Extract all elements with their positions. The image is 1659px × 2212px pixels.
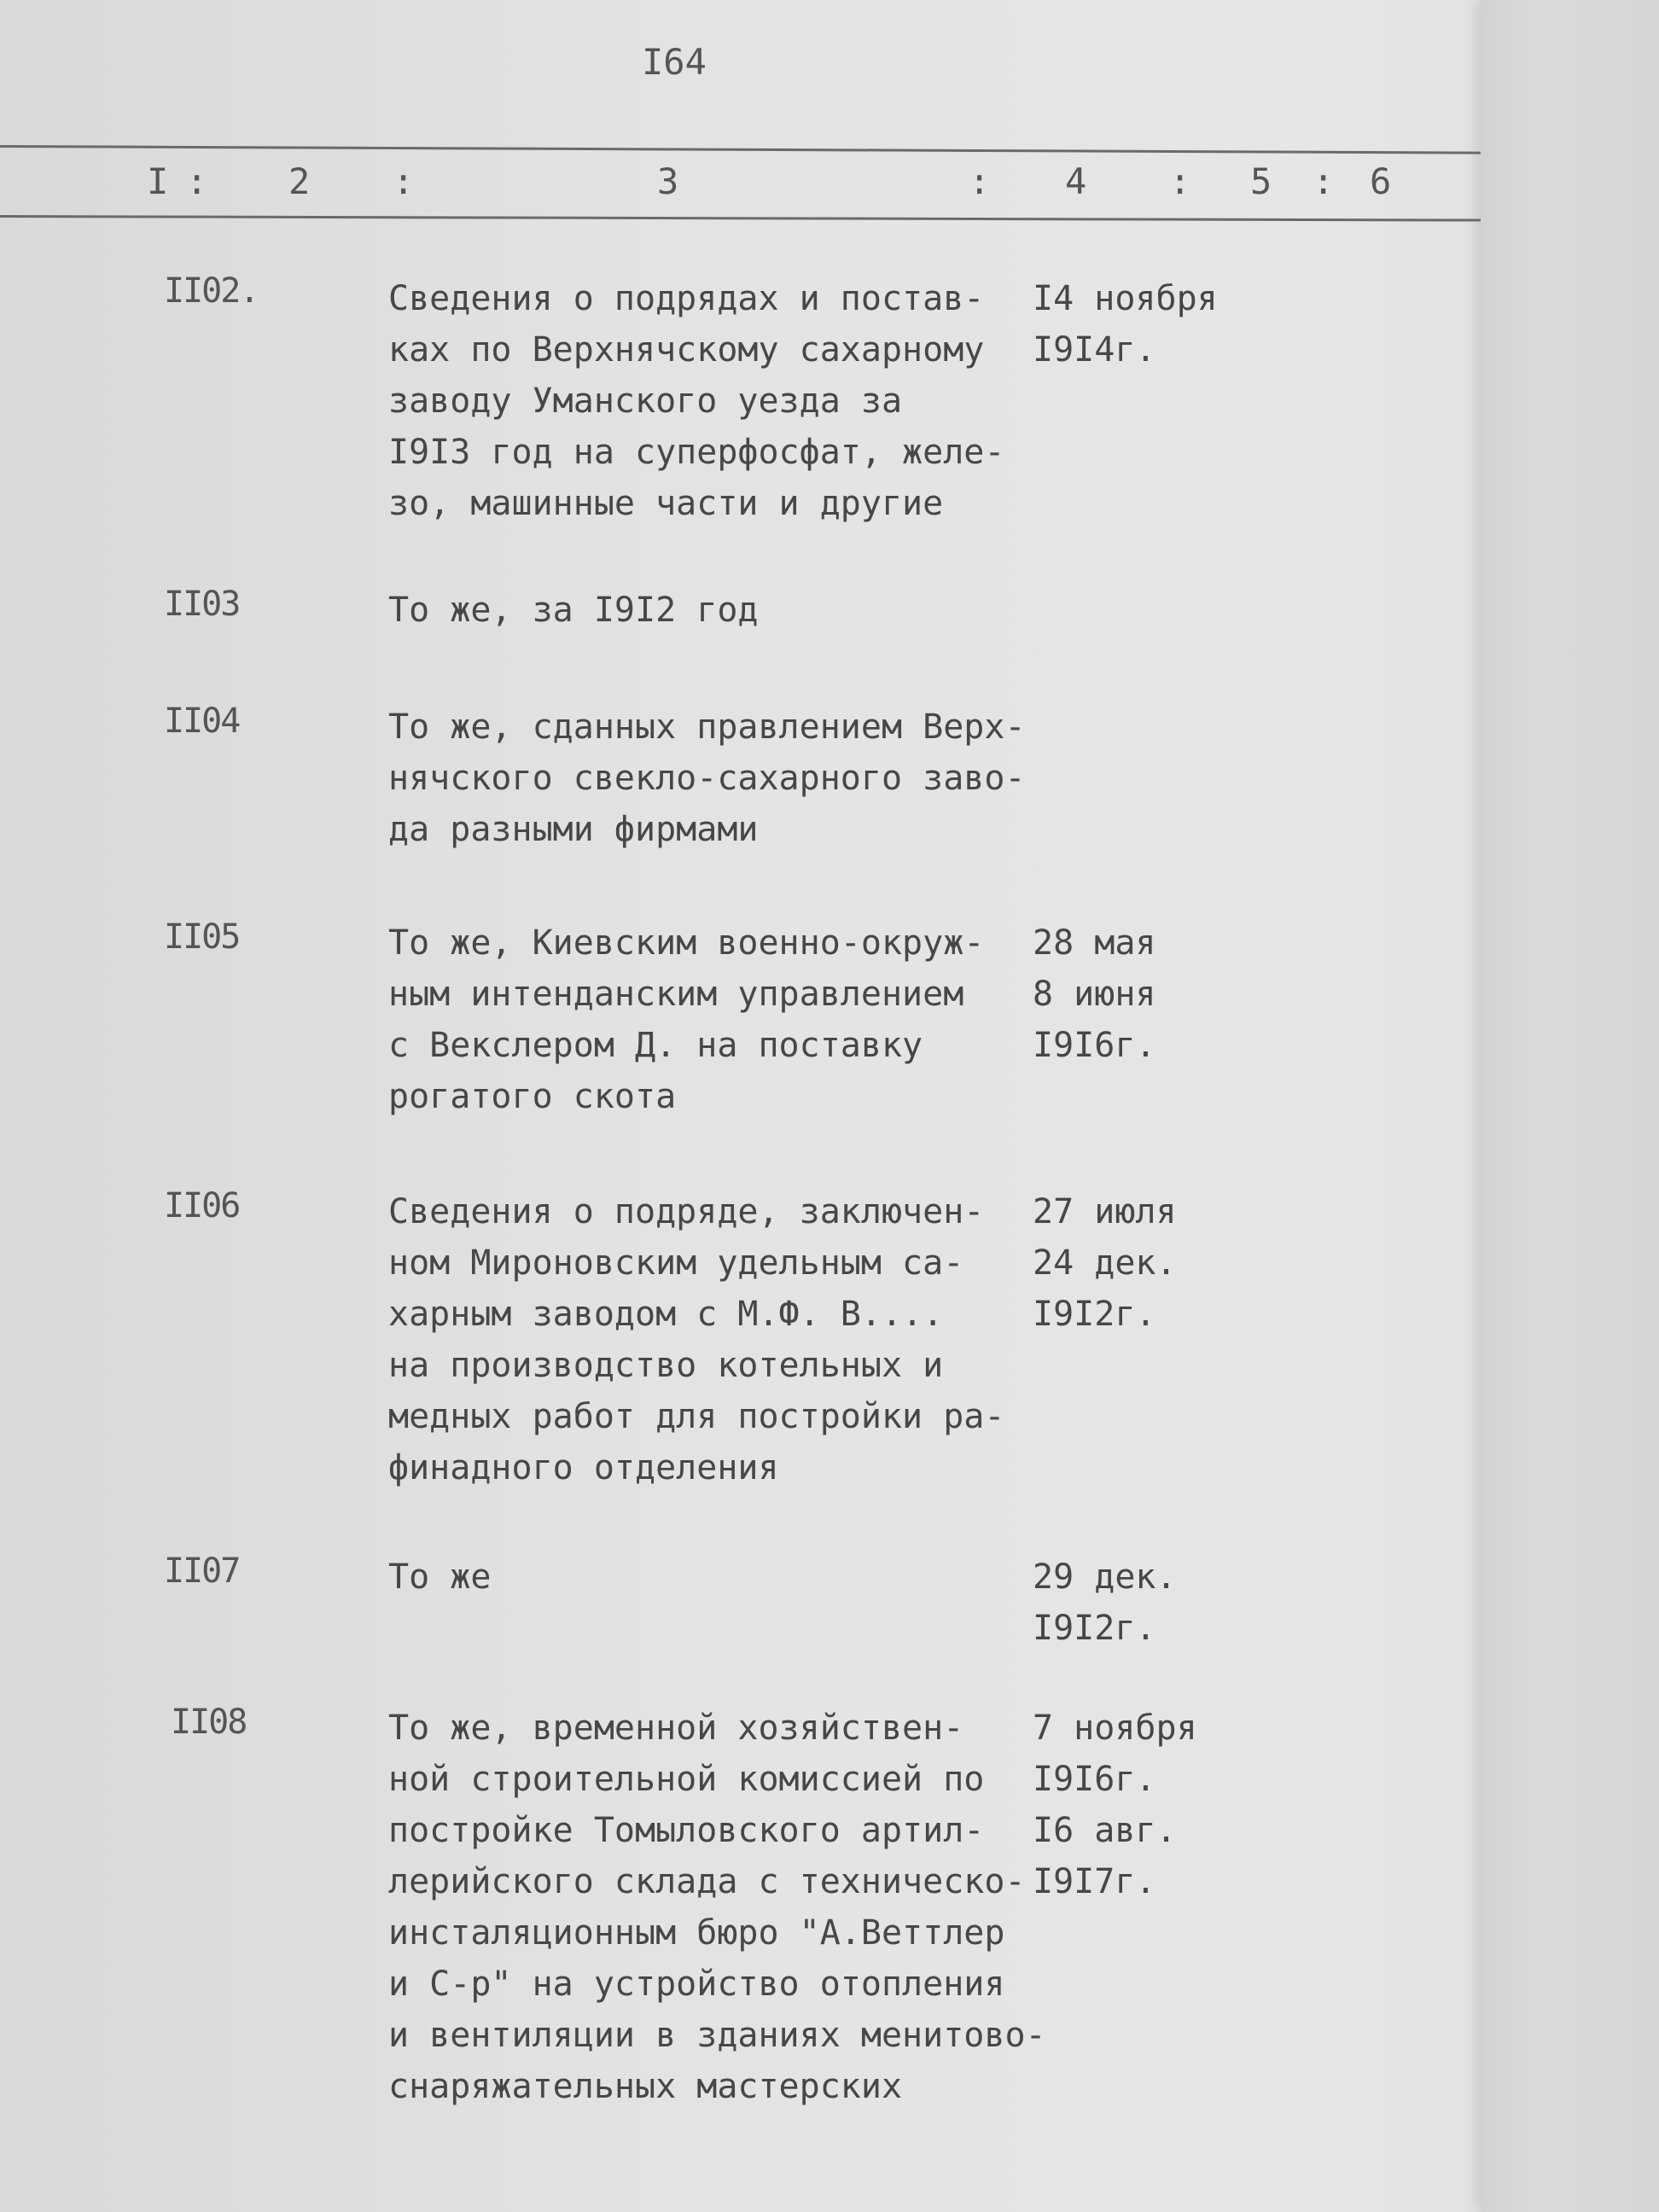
column-header-separator: :	[1169, 160, 1191, 202]
column-header-5: 5	[1250, 160, 1272, 202]
column-header-6: 6	[1370, 160, 1392, 202]
column-header-2: 2	[288, 160, 311, 202]
header-rule-bottom	[0, 215, 1481, 222]
entry-description: То же, сданных правлением Верх- нячского свекло-сахарного заво- да разными фирмами	[388, 707, 1026, 849]
entry-number: II08	[171, 1703, 247, 1742]
column-header-separator: :	[1313, 160, 1335, 202]
entry-description: То же, Киевским военно-окруж- ным интенданским управлением с Векслером Д. на поставку рогатого скота	[388, 923, 985, 1116]
entry-number: II07	[164, 1551, 240, 1591]
entry-description: Сведения о подряде, заключен- ном Мироновским удельным са- харным заводом с М.Ф. В.... на производство котельных и медных работ для постройки ра- финадного отделения	[388, 1192, 1005, 1487]
column-header-1: I	[147, 160, 169, 202]
entry-date: 29 дек. I9I2г.	[1033, 1557, 1177, 1648]
entry-number: II03	[164, 585, 240, 624]
entry-description: То же	[388, 1557, 492, 1597]
entry-description: То же, за I9I2 год	[388, 591, 759, 630]
page-edge-shadow	[1481, 0, 1659, 2212]
entry-date: I4 ноября I9I4г.	[1033, 279, 1218, 370]
page-number: I64	[642, 41, 707, 83]
entry-number: II02.	[164, 271, 259, 311]
column-header-separator: :	[186, 160, 208, 202]
column-header-4: 4	[1065, 160, 1087, 202]
header-rule-top	[0, 145, 1481, 154]
entry-number: II06	[164, 1186, 240, 1225]
entry-number: II04	[164, 701, 240, 741]
entry-description: Сведения о подрядах и постав- ках по Верхнячскому сахарному заводу Уманского уезда за I9I3 год на суперфосфат, желе- зо, машинные части и другие	[388, 279, 1005, 523]
entry-number: II05	[164, 917, 240, 957]
entry-date: 27 июля 24 дек. I9I2г.	[1033, 1192, 1177, 1334]
entry-date: 28 мая 8 июня I9I6г.	[1033, 923, 1156, 1065]
column-header-3: 3	[657, 160, 679, 202]
column-header-separator: :	[393, 160, 415, 202]
entry-description: То же, временной хозяйствен- ной строительной комиссией по постройке Томыловского артил- лерийского склада с техническо- инсталяционным бюро "А.Веттлер и С-р" на устройство отопления и вентиляции в зданиях менитово- снаряжательных мастерских	[388, 1708, 1046, 2106]
entry-date: 7 ноября I9I6г. I6 авг. I9I7г.	[1033, 1708, 1197, 1901]
column-header-separator: :	[969, 160, 991, 202]
